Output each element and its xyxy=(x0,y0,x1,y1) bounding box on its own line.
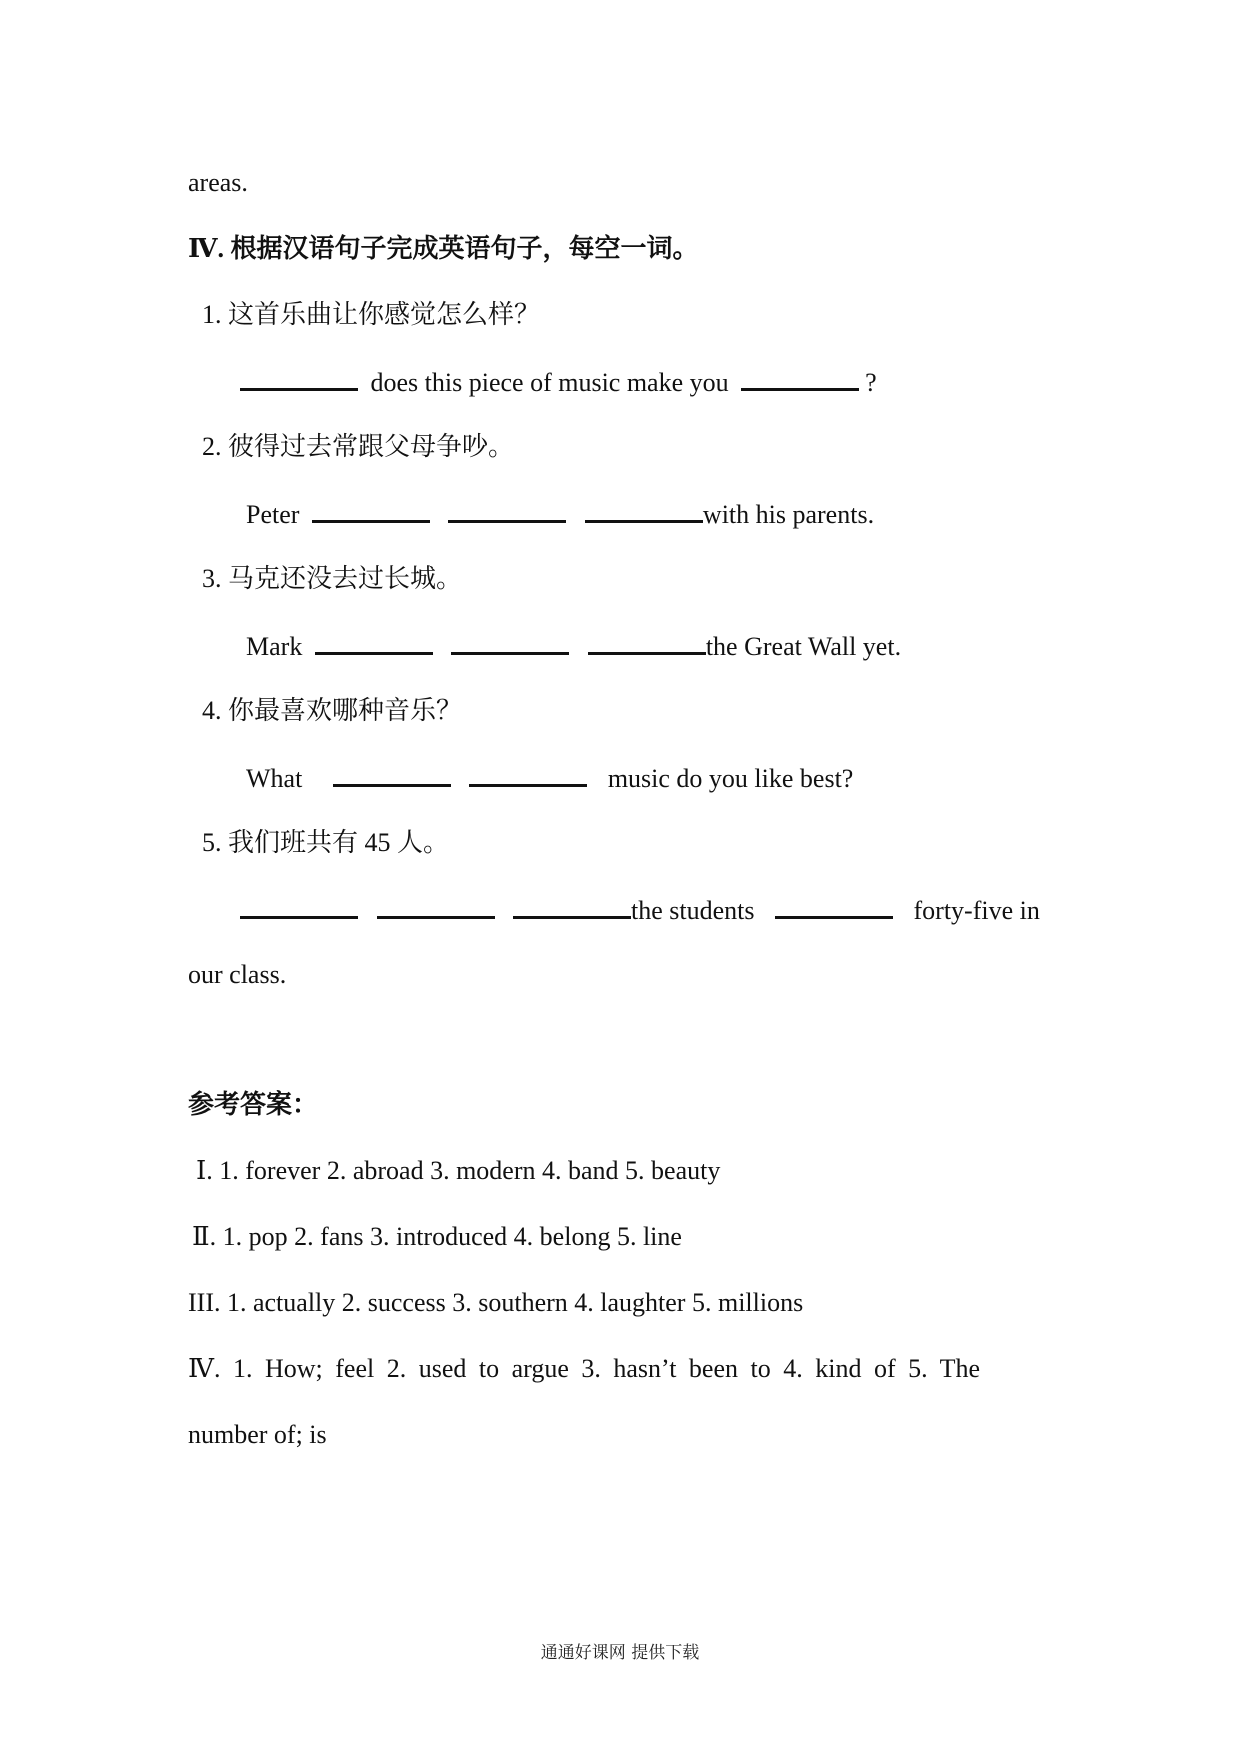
sentence-text: Mark xyxy=(246,632,303,661)
chinese-sentence: 这首乐曲让你感觉怎么样？ xyxy=(228,300,541,329)
answer-blank[interactable] xyxy=(240,892,358,919)
question-number: 3. xyxy=(202,564,222,593)
question-5-continuation: our class. xyxy=(188,960,287,989)
question-1-english xyxy=(240,364,877,400)
answer-blank[interactable] xyxy=(315,628,433,655)
answer-line: III. 1. actually 2. success 3. southern 4. laughter 5. millions xyxy=(188,1288,804,1317)
answer-blank[interactable] xyxy=(775,892,893,919)
answer-blank[interactable] xyxy=(588,628,706,655)
answer-blank[interactable] xyxy=(469,760,587,787)
question-4-chinese xyxy=(202,694,462,728)
question-5-english xyxy=(240,892,1040,928)
answer-key-heading: 参考答案： xyxy=(188,1090,319,1119)
chinese-sentence: 你最喜欢哪种音乐？ xyxy=(228,696,463,725)
question-1-chinese xyxy=(202,298,540,332)
answer-line: Ⅳ. 1. How; feel 2. used to argue 3. hasn’t been to 4. kind of 5. The xyxy=(188,1354,981,1383)
answer-blank[interactable] xyxy=(451,628,569,655)
sentence-text: music do you like best? xyxy=(607,764,854,793)
sentence-text: ? xyxy=(865,368,877,397)
sentence-text: forty-five in xyxy=(913,896,1040,925)
question-number: 5. xyxy=(202,828,222,857)
sentence-text: does this piece of music make you xyxy=(370,368,729,397)
answer-line: Ⅱ. 1. pop 2. fans 3. introduced 4. belong 5. line xyxy=(192,1222,682,1251)
answer-blank[interactable] xyxy=(333,760,451,787)
question-3-chinese xyxy=(202,562,462,596)
answer-blank[interactable] xyxy=(513,892,631,919)
sentence-text: the Great Wall yet. xyxy=(705,632,902,661)
answer-line: Ⅰ. 1. forever 2. abroad 3. modern 4. band 5. beauty xyxy=(196,1156,721,1185)
section-heading: Ⅳ. 根据汉语句子完成英语句子，每空一词。 xyxy=(188,234,699,263)
question-2-english xyxy=(246,496,874,532)
chinese-sentence: 马克还没去过长城。 xyxy=(228,564,463,593)
chinese-sentence: 我们班共有 45 人。 xyxy=(228,828,450,857)
sentence-text: with his parents. xyxy=(702,500,875,529)
answer-blank[interactable] xyxy=(240,364,358,391)
top-fragment: areas. xyxy=(188,168,248,197)
chinese-sentence: 彼得过去常跟父母争吵。 xyxy=(228,432,515,461)
answer-blank[interactable] xyxy=(585,496,703,523)
answer-blank[interactable] xyxy=(741,364,859,391)
question-number: 4. xyxy=(202,696,222,725)
sentence-text: the students xyxy=(631,896,755,925)
answer-line: number of; is xyxy=(188,1420,327,1449)
sentence-text: Peter xyxy=(246,500,300,529)
question-5-chinese xyxy=(202,826,449,860)
question-2-chinese xyxy=(202,430,514,464)
page-footer: 通通好课网 提供下载 xyxy=(540,1643,700,1663)
question-4-english xyxy=(246,760,853,796)
question-number: 2. xyxy=(202,432,222,461)
answer-blank[interactable] xyxy=(448,496,566,523)
question-3-english xyxy=(246,628,901,664)
question-number: 1. xyxy=(202,300,222,329)
sentence-text: What xyxy=(246,764,303,793)
answer-blank[interactable] xyxy=(312,496,430,523)
answer-blank[interactable] xyxy=(377,892,495,919)
